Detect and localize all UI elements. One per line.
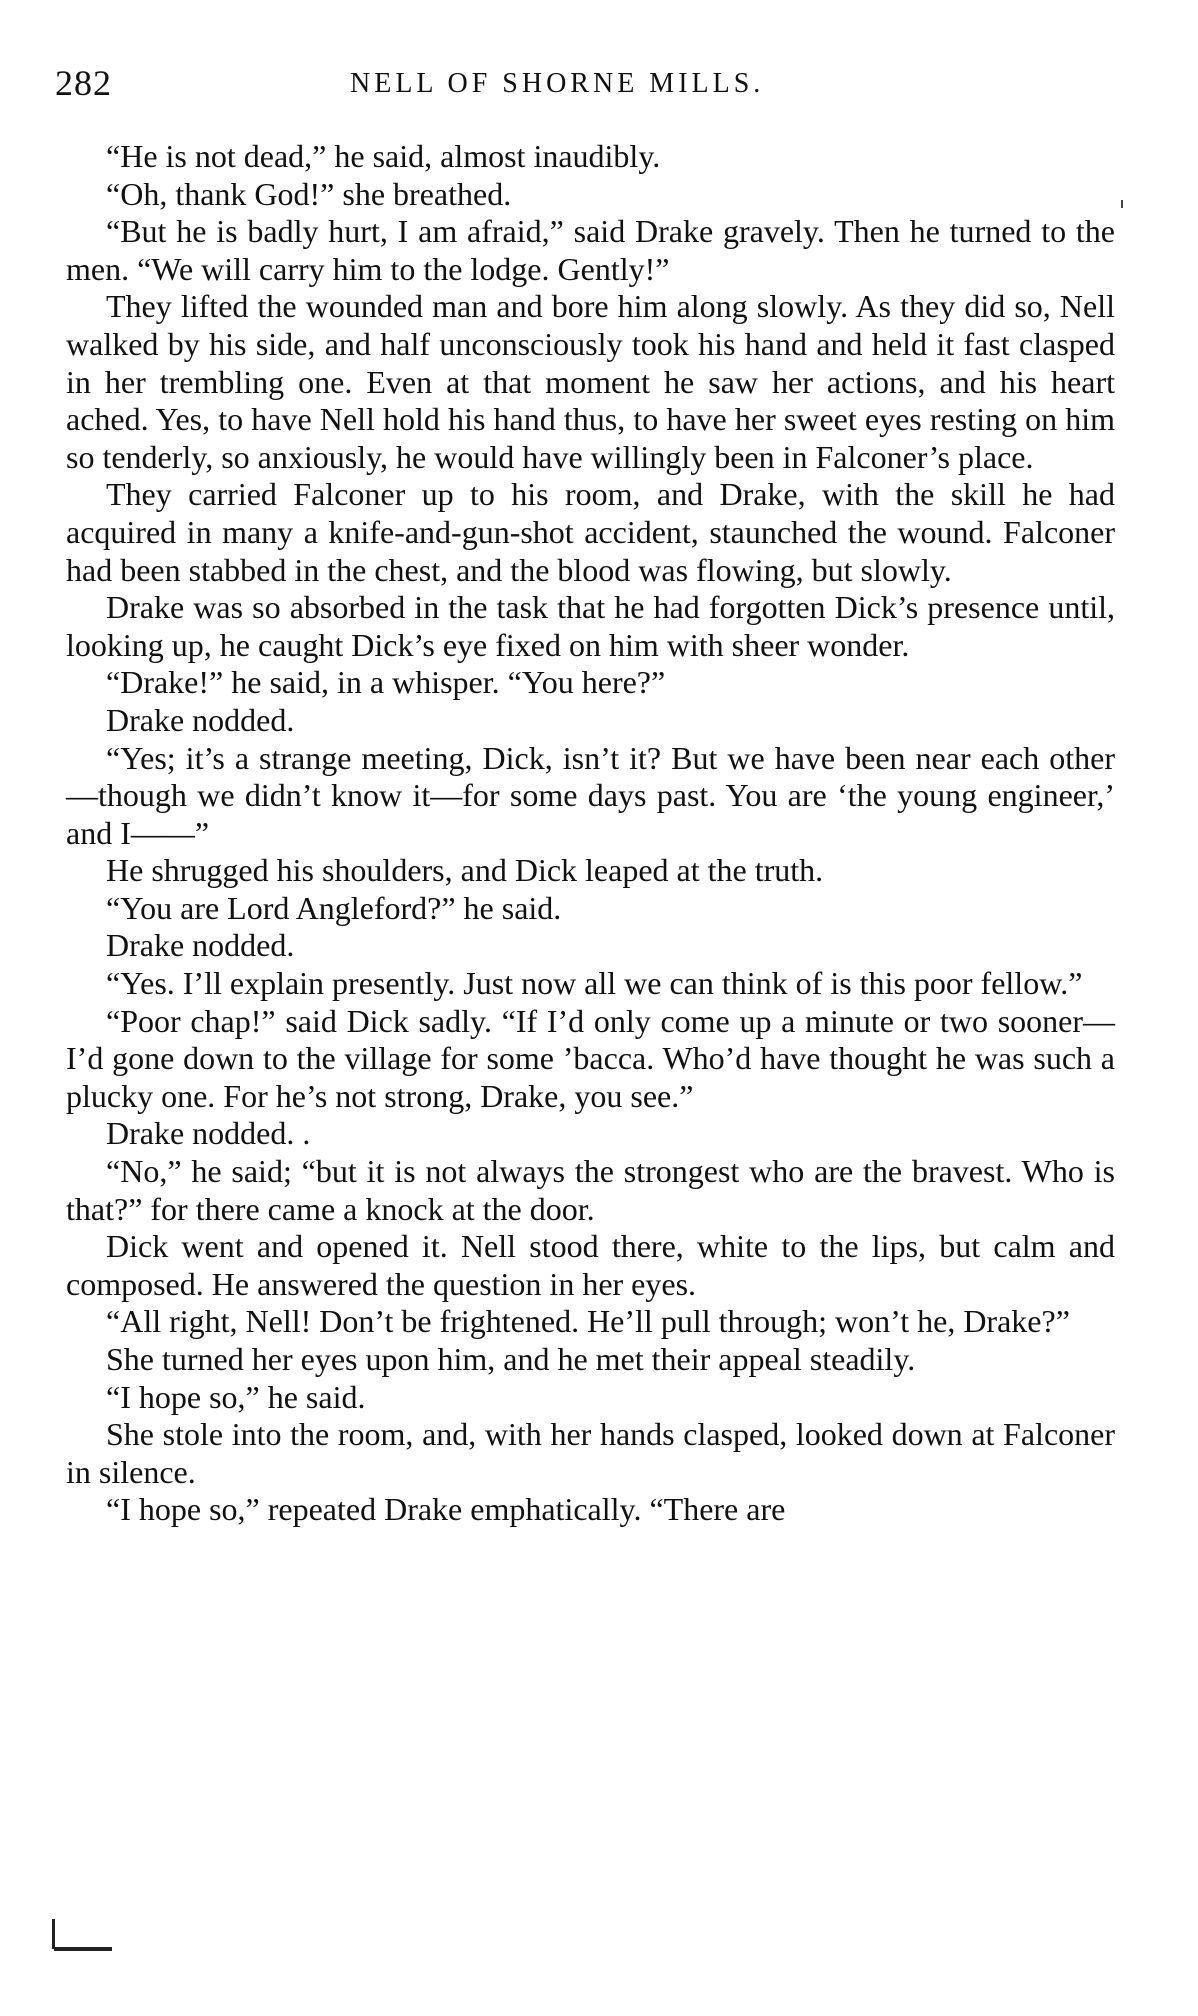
paragraph: Dick went and opened it. Nell stood there, white to the lips, but calm and composed. He answered the question in her eyes. (66, 1228, 1115, 1302)
paragraph: “Yes. I’ll explain presently. Just now all we can think of is this poor fellow.” (106, 965, 1083, 1002)
page-number: 282 (55, 63, 112, 103)
body-text (66, 138, 1115, 1529)
page-header (55, 62, 1115, 112)
paragraph: “Oh, thank God!” she breathed. (106, 175, 512, 212)
paragraph: “I hope so,” repeated Drake emphatically. “There are (106, 1491, 786, 1528)
paragraph: He shrugged his shoulders, and Dick leaped at the truth. (106, 852, 824, 889)
paragraph: They carried Falconer up to his room, and Drake, with the skill he had acquired in many a knife-and-gun-shot accident, staunched the wound. Falconer had been stabbed in the chest, and the blood was flowing, but slowly. (66, 476, 1115, 588)
paragraph: “Drake!” he said, in a whisper. “You here?” (106, 664, 666, 701)
paragraph: “Yes; it’s a strange meeting, Dick, isn’t it? But we have been near each other—though we didn’t know it—for some days past. You are ‘the young engineer,’ and I——” (66, 739, 1115, 851)
running-title: NELL OF SHORNE MILLS. (350, 68, 765, 99)
paragraph: She stole into the room, and, with her hands clasped, looked down at Falconer in silence. (66, 1416, 1115, 1490)
print-mark (48, 1935, 128, 1955)
paragraph: “Poor chap!” said Dick sadly. “If I’d only come up a minute or two sooner—I’d gone down to the village for some ’bacca. Who’d have thought he was such a plucky one. For he’s not strong, Drake, you see.” (66, 1002, 1115, 1114)
print-mark-bar (54, 1947, 112, 1951)
paragraph: “No,” he said; “but it is not always the strongest who are the bravest. Who is that?” for there came a knock at the door. (66, 1153, 1115, 1227)
paragraph: Drake was so absorbed in the task that he had forgotten Dick’s presence until, looking up, he caught Dick’s eye fixed on him with sheer wonder. (66, 589, 1115, 663)
paragraph: “You are Lord Angleford?” he said. (106, 889, 562, 926)
paragraph: Drake nodded. (106, 701, 295, 738)
paragraph: They lifted the wounded man and bore him along slowly. As they did so, Nell walked by his side, and half unconsciously took his hand and held it fast clasped in her trembling one. Even at that moment he saw her actions, and his heart ached. Yes, to have Nell hold his hand thus, to have her sweet eyes resting on him so tenderly, so anxiously, he would have willingly been in Falconer’s place. (66, 288, 1115, 475)
print-mark-stroke (52, 1919, 55, 1949)
paragraph: “But he is badly hurt, I am afraid,” said Drake gravely. Then he turned to the men. “We will carry him to the lodge. Gently!” (66, 213, 1115, 287)
print-speck (1121, 200, 1123, 208)
paragraph: She turned her eyes upon him, and he met their appeal steadily. (106, 1341, 916, 1377)
paragraph: “He is not dead,” he said, almost inaudibly. (106, 138, 661, 174)
paragraph: “All right, Nell! Don’t be frightened. He’ll pull through; won’t he, Drake?” (106, 1303, 1070, 1340)
paragraph: Drake nodded. (106, 927, 295, 964)
paragraph: Drake nodded. . (106, 1115, 311, 1152)
paragraph: “I hope so,” he said. (106, 1378, 366, 1415)
